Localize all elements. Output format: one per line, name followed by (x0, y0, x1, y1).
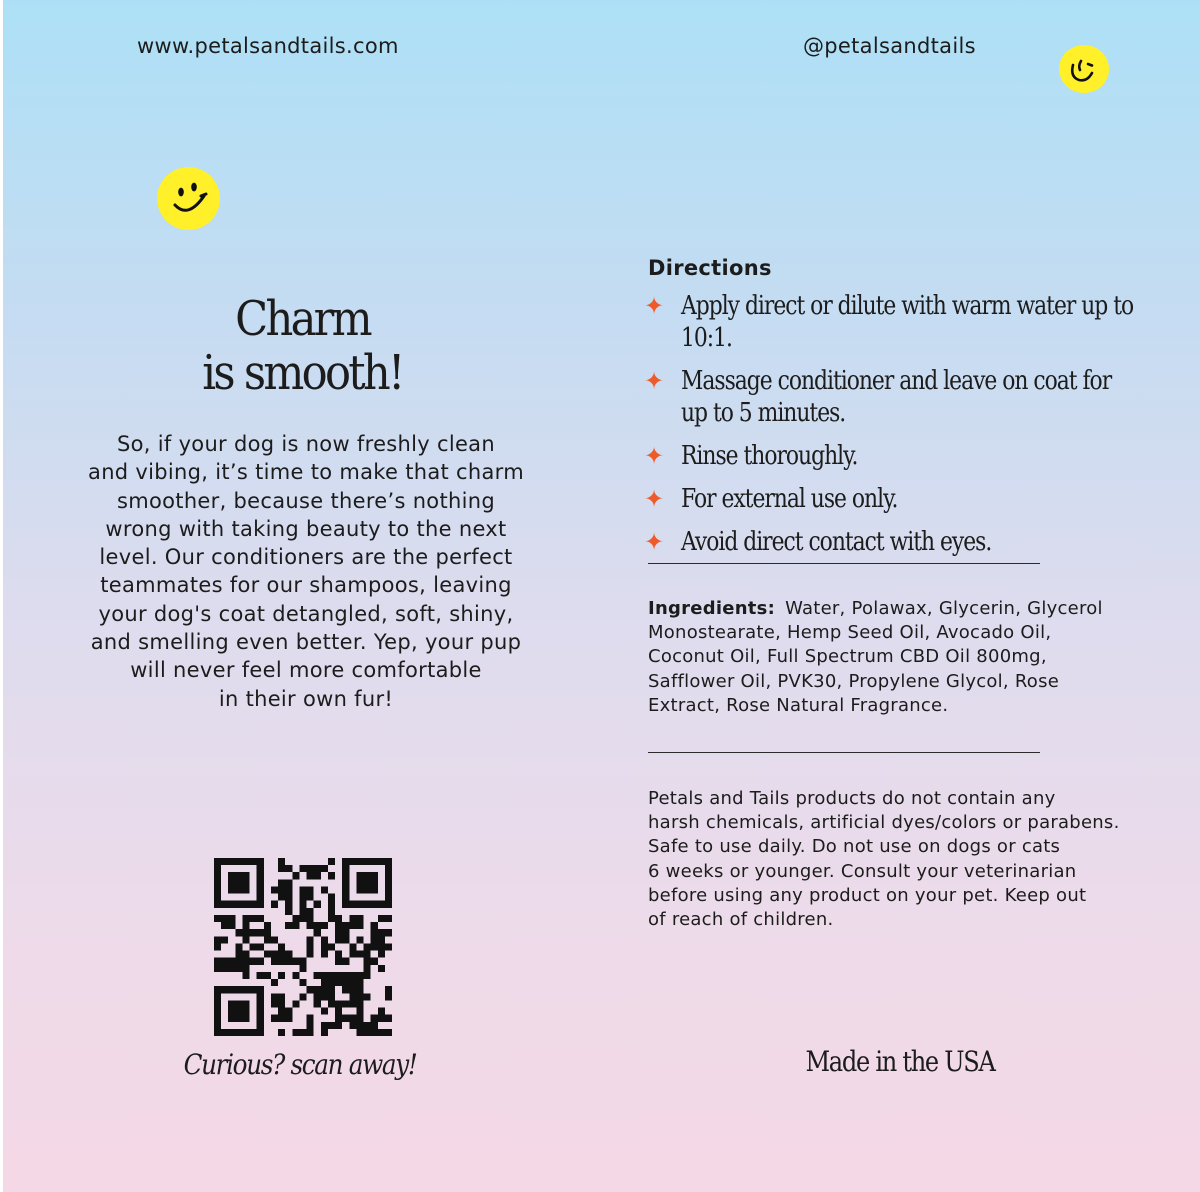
qr-module (292, 1000, 299, 1007)
qr-module (378, 936, 385, 943)
qr-module (285, 901, 292, 908)
qr-module (335, 1015, 342, 1022)
qr-alignment-marker (328, 972, 364, 1008)
qr-module (385, 986, 392, 993)
qr-module (378, 1008, 385, 1015)
qr-module (342, 1015, 349, 1022)
qr-module (314, 872, 321, 879)
qr-module (299, 958, 306, 965)
description-line: will never feel more comfortable (130, 658, 482, 683)
description-line: your dog's coat detangled, soft, shiny, (98, 601, 514, 626)
qr-module (221, 915, 228, 922)
qr-module (285, 958, 292, 965)
qr-module (250, 958, 257, 965)
qr-module (299, 965, 306, 972)
qr-module (228, 915, 235, 922)
qr-module (257, 929, 264, 936)
qr-module (349, 951, 356, 958)
qr-module (271, 951, 278, 958)
qr-module (371, 1015, 378, 1022)
qr-module (307, 922, 314, 929)
qr-module (307, 1022, 314, 1029)
qr-module (285, 1015, 292, 1022)
qr-module (299, 993, 306, 1000)
qr-module (378, 1029, 385, 1036)
direction-text: Rinse thoroughly. (681, 441, 858, 471)
direction-text-continued: up to 5 minutes. (681, 398, 846, 428)
qr-module (356, 922, 363, 929)
qr-module (378, 915, 385, 922)
qr-module (278, 858, 285, 865)
qr-module (371, 929, 378, 936)
qr-module (314, 922, 321, 929)
direction-text: Avoid direct contact with eyes. (681, 527, 992, 557)
headline-line-1: Charm (235, 291, 370, 347)
qr-module (214, 936, 221, 943)
direction-item (644, 483, 1184, 515)
winking-smiley-icon (1059, 45, 1109, 93)
qr-module (307, 986, 314, 993)
qr-module (378, 965, 385, 972)
ingredients-line: Extract, Rose Natural Fragrance. (648, 694, 949, 716)
qr-module (271, 993, 278, 1000)
qr-module (221, 922, 228, 929)
direction-item (644, 526, 1184, 558)
qr-module (221, 965, 228, 972)
description-line: in their own fur! (218, 686, 394, 711)
qr-module (299, 886, 306, 893)
qr-module (364, 951, 371, 958)
qr-module (292, 1029, 299, 1036)
qr-module (335, 922, 342, 929)
qr-module (307, 865, 314, 872)
qr-module (292, 958, 299, 965)
qr-module (321, 979, 328, 986)
directions-heading: Directions (648, 256, 772, 280)
qr-module (221, 958, 228, 965)
qr-module (242, 951, 249, 958)
safety-disclaimer (648, 787, 1168, 932)
qr-module (349, 979, 356, 986)
qr-module (271, 901, 278, 908)
qr-module (364, 972, 371, 979)
product-description (60, 430, 552, 713)
qr-module (285, 865, 292, 872)
qr-module (342, 929, 349, 936)
qr-module (321, 972, 328, 979)
qr-module (271, 979, 278, 986)
qr-module (364, 1029, 371, 1036)
qr-module (278, 865, 285, 872)
qr-module (385, 1029, 392, 1036)
qr-module (214, 943, 221, 950)
qr-module (285, 879, 292, 886)
direction-item (644, 290, 1184, 354)
qr-module (356, 915, 363, 922)
qr-module (299, 901, 306, 908)
qr-module (356, 1022, 363, 1029)
qr-module (235, 929, 242, 936)
disclaimer-line: before using any product on your pet. Keep out (648, 884, 1087, 906)
qr-module (321, 951, 328, 958)
qr-module (356, 1029, 363, 1036)
qr-module (321, 936, 328, 943)
qr-module (328, 943, 335, 950)
qr-module (285, 894, 292, 901)
qr-module (299, 979, 306, 986)
qr-module (378, 1015, 385, 1022)
qr-module (335, 979, 342, 986)
qr-module (321, 993, 328, 1000)
qr-module (349, 986, 356, 993)
qr-module (335, 915, 342, 922)
qr-module (321, 1029, 328, 1036)
qr-module (242, 958, 249, 965)
qr-module (278, 886, 285, 893)
headline (120, 292, 485, 400)
qr-module (335, 951, 342, 958)
qr-module (285, 951, 292, 958)
description-line: wrong with taking beauty to the next (105, 516, 507, 541)
qr-module (221, 936, 228, 943)
qr-module (307, 894, 314, 901)
qr-module (271, 886, 278, 893)
qr-module (278, 943, 285, 950)
qr-module (299, 894, 306, 901)
direction-text: Apply direct or dilute with warm water up to 10:1. (681, 291, 1134, 353)
qr-module (371, 936, 378, 943)
qr-module (278, 879, 285, 886)
four-point-star-icon: ✦ (644, 442, 665, 470)
qr-module (278, 951, 285, 958)
qr-module (314, 1000, 321, 1007)
qr-module (278, 958, 285, 965)
ingredients-line: Monostearate, Hemp Seed Oil, Avocado Oil, (648, 622, 1052, 644)
qr-module (214, 965, 221, 972)
qr-module (349, 943, 356, 950)
qr-module (264, 951, 271, 958)
qr-module (371, 1029, 378, 1036)
qr-module (342, 922, 349, 929)
description-line: smoother, because there’s nothing (117, 488, 495, 513)
qr-module (242, 965, 249, 972)
qr-module (214, 958, 221, 965)
qr-module (335, 1022, 342, 1029)
qr-module (321, 865, 328, 872)
qr-module (250, 943, 257, 950)
qr-module (328, 901, 335, 908)
qr-module (364, 1022, 371, 1029)
description-line: and smelling even better. Yep, your pup (90, 630, 522, 655)
qr-module (385, 1015, 392, 1022)
qr-module (257, 915, 264, 922)
qr-module (371, 922, 378, 929)
qr-module (307, 1029, 314, 1036)
description-line: level. Our conditioners are the perfect (99, 545, 513, 570)
qr-module (328, 1022, 335, 1029)
qr-module (307, 908, 314, 915)
ingredients-text: Water, Polawax, Glycerin, Glycerol (785, 598, 1103, 619)
qr-module (314, 901, 321, 908)
disclaimer-line: Petals and Tails products do not contain any (648, 788, 1056, 809)
qr-module (299, 915, 306, 922)
qr-module (242, 922, 249, 929)
disclaimer-line: Safe to use daily. Do not use on dogs or cats (648, 836, 1061, 858)
four-point-star-icon: ✦ (644, 367, 665, 395)
qr-module (242, 936, 249, 943)
qr-caption: Curious? scan away! (183, 1048, 417, 1081)
ingredients (648, 597, 1168, 718)
qr-module (364, 965, 371, 972)
qr-module (285, 1008, 292, 1015)
qr-module (364, 943, 371, 950)
qr-module (378, 951, 385, 958)
qr-module (228, 958, 235, 965)
four-point-star-icon: ✦ (644, 485, 665, 513)
qr-module (321, 1008, 328, 1015)
qr-module (271, 936, 278, 943)
qr-module (264, 922, 271, 929)
qr-module (314, 986, 321, 993)
qr-module (328, 908, 335, 915)
qr-module (378, 929, 385, 936)
qr-module (235, 951, 242, 958)
direction-text: For external use only. (681, 484, 898, 514)
qr-module (307, 872, 314, 879)
qr-module (314, 993, 321, 1000)
disclaimer-line: 6 weeks or younger. Consult your veterinarian (648, 860, 1077, 882)
qr-module (307, 943, 314, 950)
qr-module (364, 993, 371, 1000)
qr-module (364, 958, 371, 965)
smiley-face-icon (157, 167, 220, 230)
qr-module (278, 894, 285, 901)
left-edge-line (0, 0, 3, 1192)
qr-module (328, 858, 335, 865)
qr-module (228, 965, 235, 972)
qr-module (356, 1008, 363, 1015)
qr-module (292, 915, 299, 922)
divider (648, 752, 1040, 753)
qr-module (271, 1000, 278, 1007)
ingredients-line: Coconut Oil, Full Spectrum CBD Oil 800mg, (648, 646, 1047, 668)
qr-module (278, 993, 285, 1000)
qr-module (264, 936, 271, 943)
qr-module (242, 972, 249, 979)
qr-module (314, 865, 321, 872)
qr-module (242, 929, 249, 936)
qr-module (349, 922, 356, 929)
social-handle[interactable]: @petalsandtails (803, 34, 976, 58)
qr-module (307, 1015, 314, 1022)
qr-module (285, 886, 292, 893)
qr-module (307, 886, 314, 893)
qr-module (385, 943, 392, 950)
qr-module (371, 1022, 378, 1029)
qr-module (292, 922, 299, 929)
qr-module (356, 1015, 363, 1022)
qr-module (349, 915, 356, 922)
divider (648, 563, 1040, 564)
website-url[interactable]: www.petalsandtails.com (137, 34, 399, 58)
description-line: So, if your dog is now freshly clean (117, 432, 495, 456)
qr-module (371, 958, 378, 965)
qr-module (356, 936, 363, 943)
qr-module (235, 958, 242, 965)
qr-module (335, 958, 342, 965)
qr-module (257, 958, 264, 965)
qr-module (271, 1015, 278, 1022)
qr-module (214, 915, 221, 922)
qr-module (278, 972, 285, 979)
qr-module (349, 1022, 356, 1029)
qr-module (228, 922, 235, 929)
qr-module (235, 965, 242, 972)
qr-code[interactable] (214, 858, 392, 1036)
qr-module (264, 929, 271, 936)
ingredients-line: Safflower Oil, PVK30, Propylene Glycol, Rose (648, 670, 1060, 692)
qr-module (349, 1015, 356, 1022)
disclaimer-line: harsh chemicals, artificial dyes/colors or parabens. (648, 812, 1120, 834)
direction-item (644, 440, 1184, 472)
direction-text: Massage conditioner and leave on coat for (681, 366, 1112, 396)
ingredients-label: Ingredients: (648, 598, 776, 619)
disclaimer-line: of reach of children. (648, 909, 834, 931)
qr-module (342, 936, 349, 943)
qr-module (335, 929, 342, 936)
qr-module (328, 894, 335, 901)
headline-line-2: is smooth! (202, 345, 403, 401)
qr-module (292, 872, 299, 879)
qr-module (285, 922, 292, 929)
qr-module (385, 915, 392, 922)
four-point-star-icon: ✦ (644, 528, 665, 556)
ingredients-line (648, 597, 1168, 621)
directions-list (644, 290, 1184, 569)
qr-module (278, 1015, 285, 1022)
qr-module (314, 929, 321, 936)
qr-module (292, 972, 299, 979)
qr-module (307, 936, 314, 943)
made-in-usa: Made in the USA (805, 1045, 995, 1078)
qr-module (314, 972, 321, 979)
description-line: and vibing, it’s time to make that charm (88, 460, 524, 485)
qr-module (335, 936, 342, 943)
qr-module (335, 1008, 342, 1015)
qr-module (328, 915, 335, 922)
qr-module (257, 972, 264, 979)
qr-module (299, 865, 306, 872)
qr-module (250, 915, 257, 922)
qr-module (385, 993, 392, 1000)
qr-module (299, 908, 306, 915)
qr-module (321, 1022, 328, 1029)
qr-module (321, 886, 328, 893)
qr-module (349, 993, 356, 1000)
qr-module (385, 929, 392, 936)
qr-module (307, 915, 314, 922)
four-point-star-icon: ✦ (644, 292, 665, 320)
qr-module (328, 872, 335, 879)
qr-module (250, 929, 257, 936)
qr-module (356, 951, 363, 958)
qr-module (307, 951, 314, 958)
qr-module (235, 943, 242, 950)
direction-item (644, 365, 1184, 429)
qr-module (285, 908, 292, 915)
qr-module (264, 972, 271, 979)
qr-module (271, 958, 278, 965)
qr-module (278, 1029, 285, 1036)
qr-module (321, 943, 328, 950)
qr-module (257, 943, 264, 950)
qr-module (299, 1029, 306, 1036)
qr-module (242, 915, 249, 922)
qr-module (378, 943, 385, 950)
description-line: teammates for our shampoos, leaving (100, 573, 512, 598)
qr-module (342, 958, 349, 965)
qr-module (278, 1000, 285, 1007)
qr-module (321, 986, 328, 993)
qr-module (321, 922, 328, 929)
qr-module (342, 979, 349, 986)
qr-module (278, 1008, 285, 1015)
qr-module (371, 943, 378, 950)
